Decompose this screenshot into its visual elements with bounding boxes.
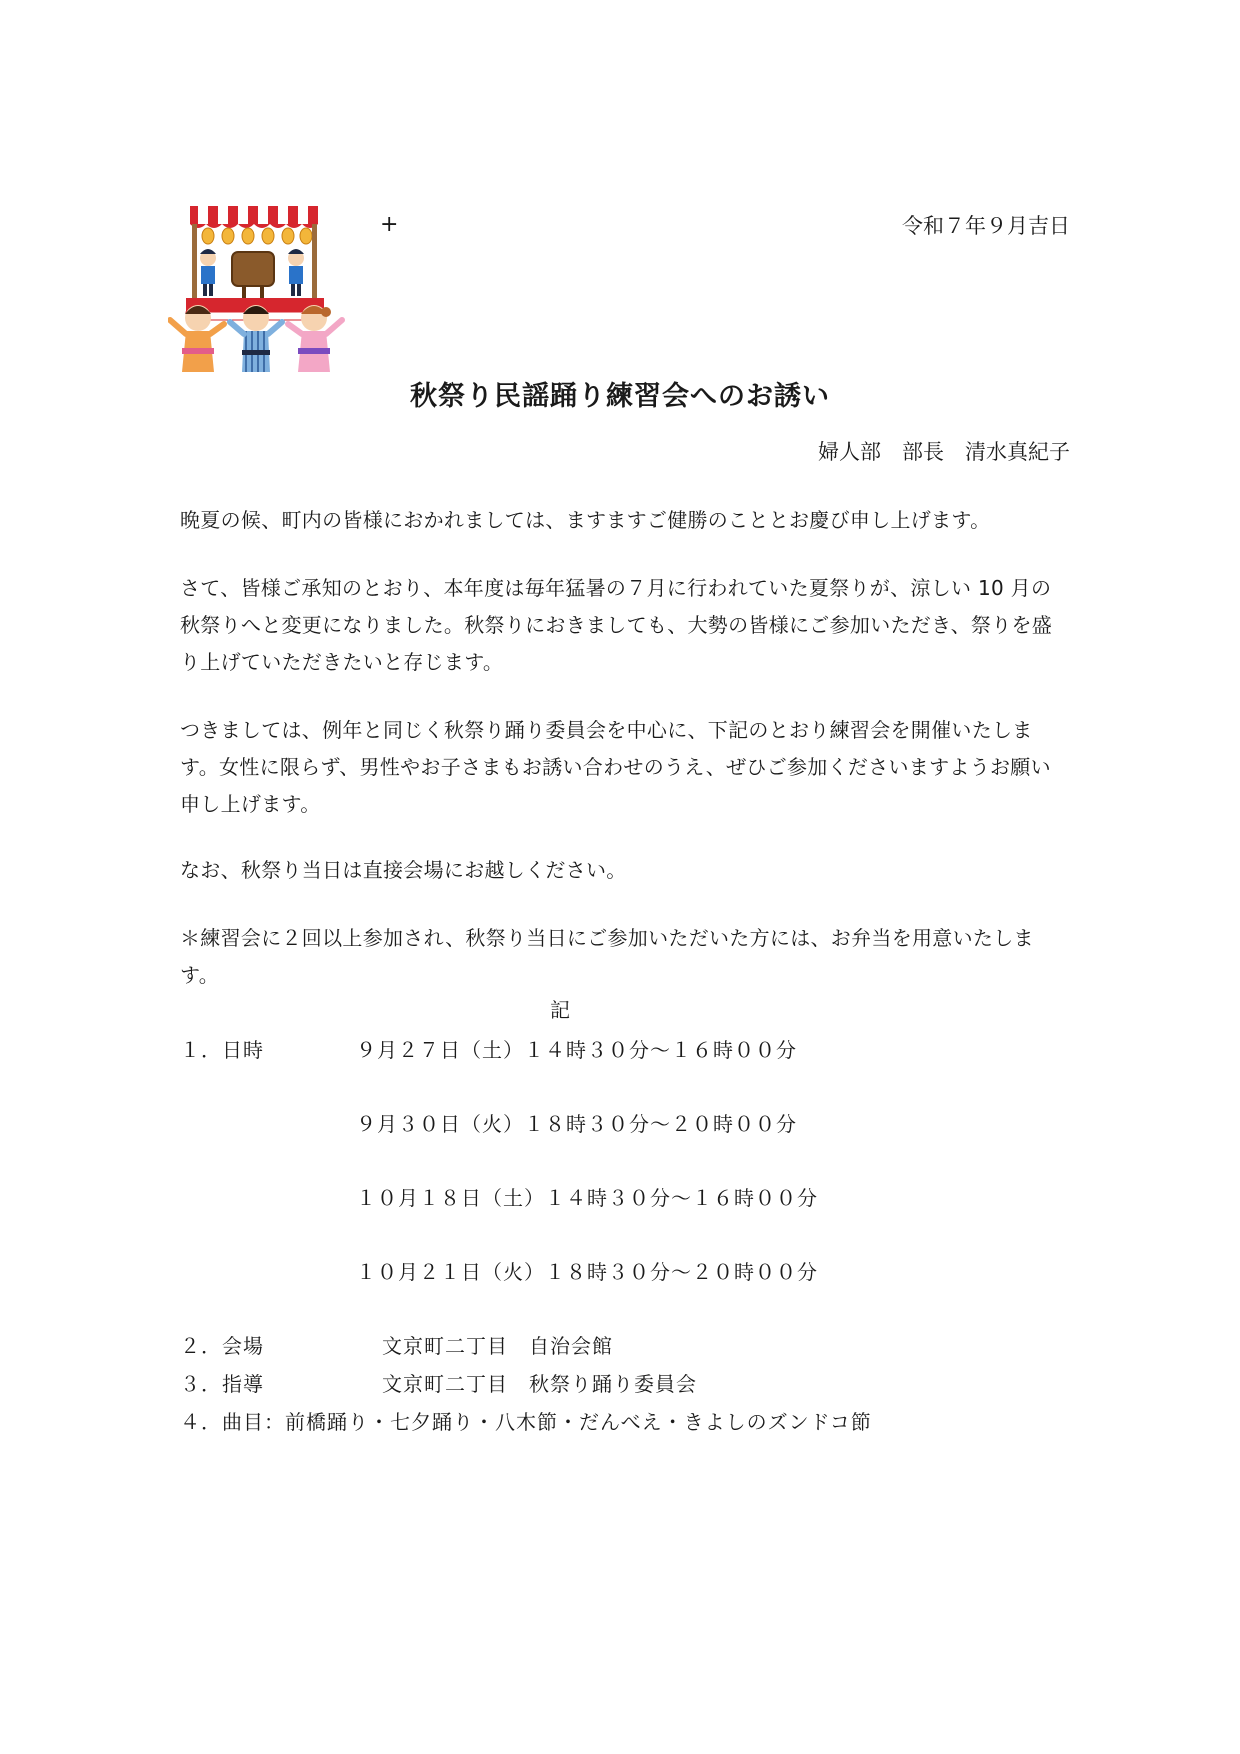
schedule-date-3: １０月１８日（土）１４時３０分～１６時００分: [356, 1186, 818, 1210]
venue-label: ２．会場: [180, 1334, 264, 1358]
announcement-paragraph: さて、皆様ご承知のとおり、本年度は毎年猛暑の７月に行われていた夏祭りが、涼しい 10 月の秋祭りへと変更になりました。秋祭りにおきましても、大勢の皆様にご参加いただき、祭りを盛り上げていただきたいと存じます。: [180, 576, 1053, 674]
greeting-paragraph: 晩夏の候、町内の皆様におかれましては、ますますご健勝のこととお慶び申し上げます。: [180, 508, 991, 532]
schedule-date-1: ９月２７日（土）１４時３０分～１６時００分: [356, 1038, 797, 1062]
songs-line: ４．曲目：前橋踊り・七夕踊り・八木節・だんべえ・きよしのズンドコ節: [180, 1410, 872, 1434]
document-title: 秋祭り民謡踊り練習会へのお誘い: [410, 381, 830, 412]
datetime-label: １．日時: [180, 1038, 264, 1062]
instructor-label: ３．指導: [180, 1372, 264, 1396]
ki-heading: 記: [550, 998, 570, 1022]
invitation-paragraph: つきましては、例年と同じく秋祭り踊り委員会を中心に、下記のとおり練習会を開催いたします。女性に限らず、男性やお子さまもお誘い合わせのうえ、ぜひご参加くださいますようお願い申し上げます。: [180, 718, 1051, 816]
schedule-date-4: １０月２１日（火）１８時３０分～２０時００分: [356, 1260, 818, 1284]
issue-date: 令和７年９月吉日: [902, 214, 1070, 238]
venue-value: 文京町二丁目 自治会館: [382, 1334, 613, 1358]
plus-mark: +: [380, 212, 399, 237]
festival-dance-illustration: [168, 200, 348, 382]
author-line: 婦人部 部長 清水真紀子: [818, 440, 1070, 464]
schedule-date-2: ９月３０日（火）１８時３０分～２０時００分: [356, 1112, 797, 1136]
bento-note-paragraph: ＊練習会に２回以上参加され、秋祭り当日にご参加いただいた方には、お弁当を用意いたします。: [180, 926, 1034, 987]
venue-note-paragraph: なお、秋祭り当日は直接会場にお越しください。: [180, 858, 627, 882]
instructor-value: 文京町二丁目 秋祭り踊り委員会: [382, 1372, 697, 1396]
taiko-drum: [232, 252, 274, 286]
